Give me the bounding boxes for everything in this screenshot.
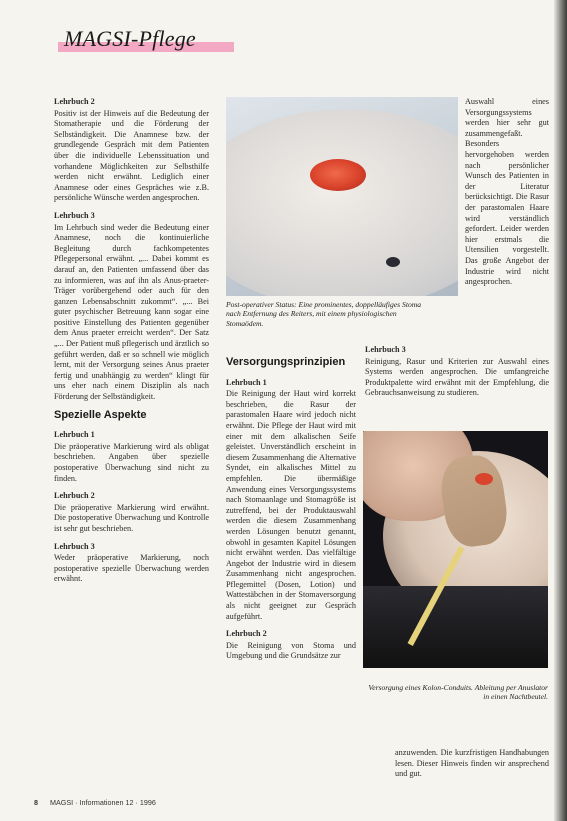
sa2-label: Lehrbuch 2: [54, 491, 95, 501]
page-number: 8: [34, 798, 38, 807]
section-title-versorgungsprinzipien: Versorgungsprinzipien: [226, 356, 346, 368]
footer: [34, 798, 156, 807]
navel-spot: [386, 257, 400, 267]
colon-conduit-photo: [363, 431, 548, 668]
right-lb3-text: Reinigung, Rasur und Kriterien zur Auswahl eines Systems werden angesprochen. Die umfangreiche Produktpalette wird erwähnt mit der Empfehlung, die Gebrauchsanweisung zu studieren.: [365, 356, 549, 398]
right-column-mid: [365, 345, 549, 406]
dark-sheet: [363, 586, 548, 668]
stoma-mark-2: [475, 473, 493, 485]
stoma-photo: [226, 97, 458, 296]
photo1-caption: Post-operativer Status: Eine prominentes, doppelläufiges Stoma nach Entfernung des Reiters, mit einem physiologischen Stomaödem.: [226, 300, 422, 328]
lb3-text: Im Lehrbuch sind weder die Bedeutung einer Anamnese, noch die kontinuierliche Begleitung durch fachkompetentes Pflegepersonal erwähnt. „... Dabei kommt es darauf an, den Patienten umfassend über das zu informieren, was auf ihn als Anus-praeter-Träger vorübergehend oder auch für den ganzen Lebensabschnitt zukommt“. „... Bei guter psychischer Betreuung kann sogar eine positive Einstellung des Patienten gegenüber dem Anus praeter erreicht werden“. Der Satz „... Der Patient muß pflegerisch und ärztlich so geführt werden, daß er so schnell wie möglich lernt, mit der Versorgung seines Anus praeter fertig und unabhängig zu werden“ klingt für uns eher nach einem Disziplin als nach Förderung der Selbständigkeit.: [54, 222, 209, 402]
lb3-label: Lehrbuch 3: [54, 210, 95, 220]
right-bottom-text: anzuwenden. Die kurzfristigen Handhabungen lesen. Dieser Hinweis finden wir ansprechend und gut.: [395, 748, 549, 779]
vp1-text: Die Reinigung der Haut wird korrekt beschrieben, die Rasur der parastomalen Haare wird jedoch nicht erwähnt. Die Pflege der Haut wird mit einer mit dem alkalischen Seife geleistet. Unverständlich erscheint in diesem Zusammenhang die Alternative Syndet, ein alkalisches Mittel zu empfehlen. Die übermäßige Anwendung eines Versorgungssystems nach Stomaanlage und Stomagröße ist zutreffend, bei der Produktauswahl werden die diesem Zusammenhang werden Lösungen benutzt genannt, obwohl in gesamten Kapitel Lösungen nicht erwähnt werden. Das vielfältige Angebot der Industrie wird in diesem Zusammenhang nicht angesprochen. Pflegemittel (Dosen, Lotion) und Wattestäbchen in der Stomaversorgung als nicht geeignet zur Gespräch aufgeführt.: [226, 389, 356, 621]
page-title: MAGSI-Pflege: [64, 26, 196, 51]
lb2-text: Positiv ist der Hinweis auf die Bedeutung der Stomatherapie und die Förderung der Selbständigkeit. Die Anamnese bzw. der grundlegende Gespräch mit dem Patienten über die individuelle Lebenssituation und vorhandene Möglichkeiten zur Selbsthilfe werden nicht erwähnt. Lediglich einer Anamnese oder eines Gespräches wie z.B. persönliche Wünsche werden angesprochen.: [54, 108, 209, 203]
sa3-label: Lehrbuch 3: [54, 541, 95, 551]
right-lb3-label: Lehrbuch 3: [365, 345, 406, 354]
issue-info: MAGSI · Informationen 12 · 1996: [50, 798, 156, 807]
sa2-text: Die präoperative Markierung wird erwähnt. Die postoperative Überwachung und Kontrolle ist sehr gut beschrieben.: [54, 502, 209, 533]
photo2-caption: Versorgung eines Kolon-Conduits. Ableitung per Anuslator in einen Nachtbeutel.: [368, 683, 548, 702]
middle-column: [226, 357, 356, 669]
vp2-text: Die Reinigung von Stoma und Umgebung und die Grundsätze zur: [226, 640, 356, 661]
section-title-spezielle-aspekte: Spezielle Aspekte: [54, 408, 147, 421]
vp1-label: Lehrbuch 1: [226, 377, 267, 387]
right-top-text: Auswahl eines Versorgungssystems werden hier sehr gut zusammengefaßt. Besonders hervorgehoben werden nach persönlicher Wunsch des Patienten in der Literatur berücksichtigt. Die Rasur der parastomalen Haare wird verständlich gefordert. Leider werden hier erstmals die Utensilien vorgestellt. Das große Angebot der Industrie wird nicht angesprochen.: [465, 97, 549, 287]
sa3-text: Weder präoperative Markierung, noch postoperative spezielle Überwachung werden erwähnt.: [54, 553, 209, 584]
lb2-label: Lehrbuch 2: [54, 97, 95, 106]
left-column: [54, 97, 209, 592]
vp2-label: Lehrbuch 2: [226, 629, 267, 639]
page-edge-shadow: [554, 0, 567, 821]
sa1-text: Die präoperative Markierung wird als obligat beschrieben. Angaben über spezielle postoperative Überwachung sind nicht zu finden.: [54, 441, 209, 483]
stoma-mark: [310, 159, 366, 191]
right-column-top: [465, 97, 549, 295]
sa1-label: Lehrbuch 1: [54, 430, 95, 440]
header: [58, 28, 234, 54]
skin-area: [226, 109, 458, 296]
right-column-bottom: [395, 748, 549, 787]
